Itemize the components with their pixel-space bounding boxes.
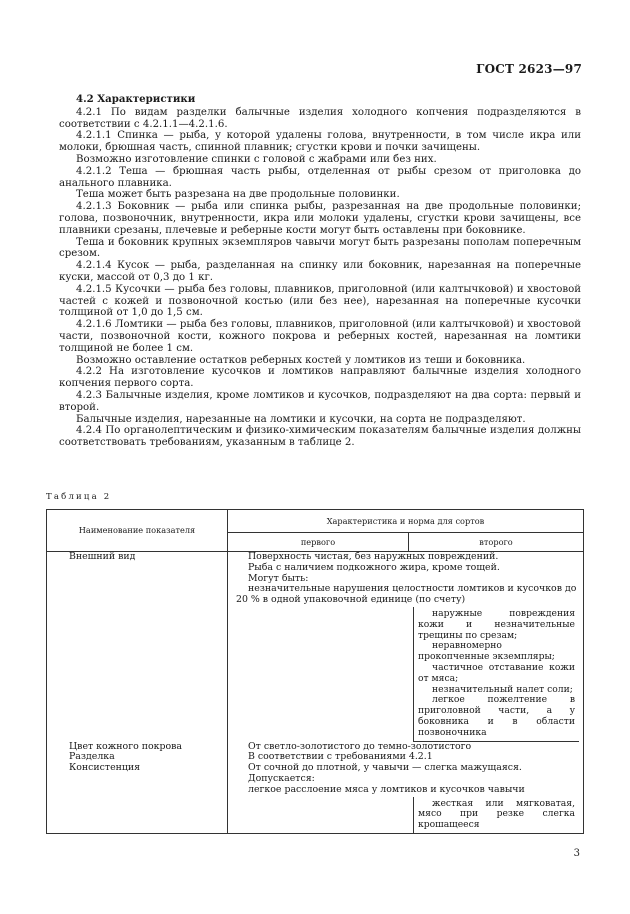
paragraph: 4.2.1.1 Спинка — рыба, у которой удалены голова, внутренности, в том числе икра или молоки, брюшная часть, спинной плавник; сгустки крови и почки зачищены. [59,130,581,154]
row-value: От светло-золотистого до темно-золотистого [228,742,584,753]
second-note: неравномерно прокопченные экземпляры; [418,640,555,663]
second-grade-notes [413,797,579,833]
paragraph: 4.2.3 Балычные изделия, кроме ломтиков и кусочков, подразделяют на два сорта: первый и второй. [59,389,581,413]
paragraph: Теша и боковник крупных экземпляров чавычи могут быть разрезаны пополам поперечным срезом. [59,236,581,260]
row-line: От сочной до плотной, у чавычи — слегка мажущаяся. [248,762,522,774]
row-value [228,763,584,833]
table-row [47,552,584,742]
second-note: незначительный налет соли; [432,683,573,695]
table-caption: Таблица 2 [46,492,112,502]
col-header-second: второго [409,533,584,552]
paragraph: Балычные изделия, нарезанные на ломтики и кусочки, на сорта не подразделяют. [76,413,526,425]
paragraph: 4.2.1.6 Ломтики — рыба без головы, плавников, приголовной (или калтычковой) и хвостовой части, позвоночной кости, кожного покрова и реберных костей, нарезанная на ломтики толщиной не более 1 см. [59,319,581,354]
paragraph: Возможно оставление остатков реберных костей у ломтиков из теши и боковника. [76,354,526,366]
table-row [47,763,584,833]
second-note: легкое пожелтение в приголовной части, а у боковника и в области позвоночника [418,694,575,738]
section-body [59,94,581,449]
paragraph: 4.2.2 На изготовление кусочков и ломтиков направляют балычные изделия холодного копчения первого сорта. [59,366,581,390]
second-grade-notes [413,607,579,742]
paragraph: 4.2.1.3 Боковник — рыба или спинка рыбы, разрезанная на две продольные половинки; голова, позвоночник, внутренности, икра или молоки удалены, сгустки крови зачищены, все плавники срезаны, плечевые и реберные кости могут быть оставлены при боковнике. [59,201,581,236]
col-header-first: первого [228,533,409,552]
second-grade-subcell [248,797,579,833]
second-grade-subcell [248,607,579,742]
row-line: Могут быть: [248,572,309,584]
paragraph: 4.2.4 По органолептическим и физико-химическим показателям балычные изделия должны соответствовать требованиям, указанным в таблице 2. [59,425,581,449]
second-note: наружные повреждения кожи и незначительные трещины по срезам; [418,607,575,641]
row-name: Консистенция [47,763,228,833]
row-line: незначительные нарушения целостности ломтиков и кусочков до [248,583,577,595]
row-name: Цвет кожного покрова [47,742,228,753]
row-line: Рыба с наличием подкожного жира, кроме тощей. [248,561,500,573]
row-name: Внешний вид [47,552,228,742]
row-line: Допускается: [248,772,315,784]
paragraph: Возможно изготовление спинки с головой с жабрами или без них. [76,153,437,165]
row-name: Разделка [47,752,228,763]
paragraph: Теша может быть разрезана на две продольные половинки. [76,189,400,201]
paragraph: 4.2.1 По видам разделки балычные изделия холодного копчения подразделяются в соответствии с 4.2.1.1—4.2.1.6. [59,106,581,130]
section-title: 4.2 Характеристики [76,93,196,105]
standard-header: ГОСТ 2623—97 [476,62,582,76]
paragraph: 4.2.1.5 Кусочки — рыба без головы, плавников, приголовной (или калтычковой) и хвостовой частей с кожей и позвоночной костью (или без нее), нарезанная на поперечные кусочки толщиной от 1,0 до 1,5 см. [59,283,581,319]
second-note: частичное отставание кожи от мяса; [418,661,575,684]
second-note: жесткая или мягковатая, мясо при резке слегка крошащееся [418,797,575,831]
table-2 [46,509,584,834]
paragraph: 4.2.1.2 Теша — брюшная часть рыбы, отделенная от рыбы срезом от приголовка до анального плавника. [59,165,581,189]
col-header-group: Характеристика и норма для сортов [228,510,584,533]
row-line: Поверхность чистая, без наружных повреждений. [248,551,499,562]
row-line: легкое расслоение мяса у ломтиков и кусочков чавычи [248,783,525,795]
paragraph: 4.2.1.4 Кусок — рыба, разделанная на спинку или боковник, нарезанная на поперечные куски, массой от 0,3 до 1 кг. [59,260,581,283]
page-number: 3 [573,848,580,859]
row-value [228,552,584,742]
row-line: 20 % в одной упаковочной единице (по счету) [236,594,466,606]
row-value: В соответствии с требованиями 4.2.1 [228,752,584,763]
col-header-name: Наименование показателя [47,510,228,552]
